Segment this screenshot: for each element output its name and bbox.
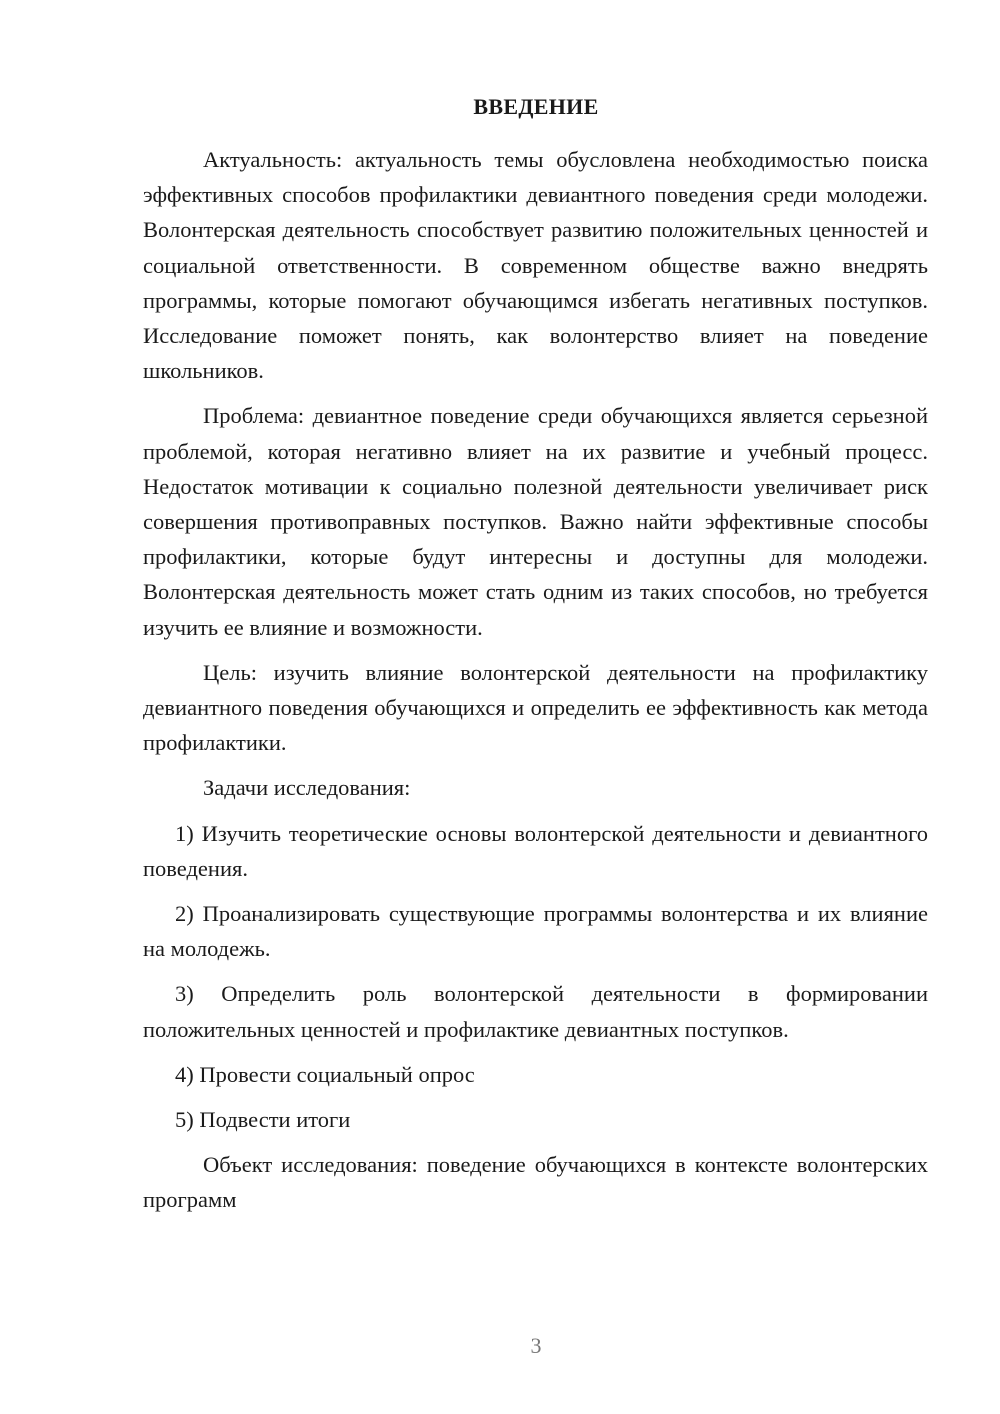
paragraph-object: Объект исследования: поведение обучающихся в контексте волонтерских программ xyxy=(143,1152,928,1213)
page-number: 3 xyxy=(530,1333,542,1358)
document-body xyxy=(143,142,928,1228)
tasks-heading: Задачи исследования: xyxy=(203,775,411,801)
task-item-2: 2) Проанализировать существующие программы волонтерства и их влияние на молодежь. xyxy=(143,901,928,962)
paragraph-problem: Проблема: девиантное поведение среди обучающихся является серьезной проблемой, которая негативно влияет на их развитие и учебный процесс. Недостаток мотивации к социально полезной деятельности увеличивает риск совершения противоправных поступков. Важно найти эффективные способы профилактики, которые будут интересны и доступны для молодежи. Волонтерская деятельность может стать одним из таких способов, но требуется изучить ее влияние и возможности. xyxy=(143,403,928,640)
task-item-4: 4) Провести социальный опрос xyxy=(175,1061,475,1087)
paragraph-relevance: Актуальность: актуальность темы обусловлена необходимостью поиска эффективных способов профилактики девиантного поведения среди молодежи. Волонтерская деятельность способствует развитию положительных ценностей и социальной ответственности. В современном обществе важно внедрять программы, которые помогают обучающимся избегать негативных поступков. Исследование поможет понять, как волонтерство влияет на поведение школьников. xyxy=(143,147,928,384)
task-item-5: 5) Подвести итоги xyxy=(175,1107,351,1133)
task-item-1: 1) Изучить теоретические основы волонтерской деятельности и девиантного поведения. xyxy=(143,820,928,881)
task-item-3: 3) Определить роль волонтерской деятельности в формировании положительных ценностей и профилактике девиантных поступков. xyxy=(143,981,928,1042)
section-title: ВВЕДЕНИЕ xyxy=(473,94,599,119)
paragraph-goal: Цель: изучить влияние волонтерской деятельности на профилактику девиантного поведения обучающихся и определить ее эффективность как метода профилактики. xyxy=(143,659,928,756)
